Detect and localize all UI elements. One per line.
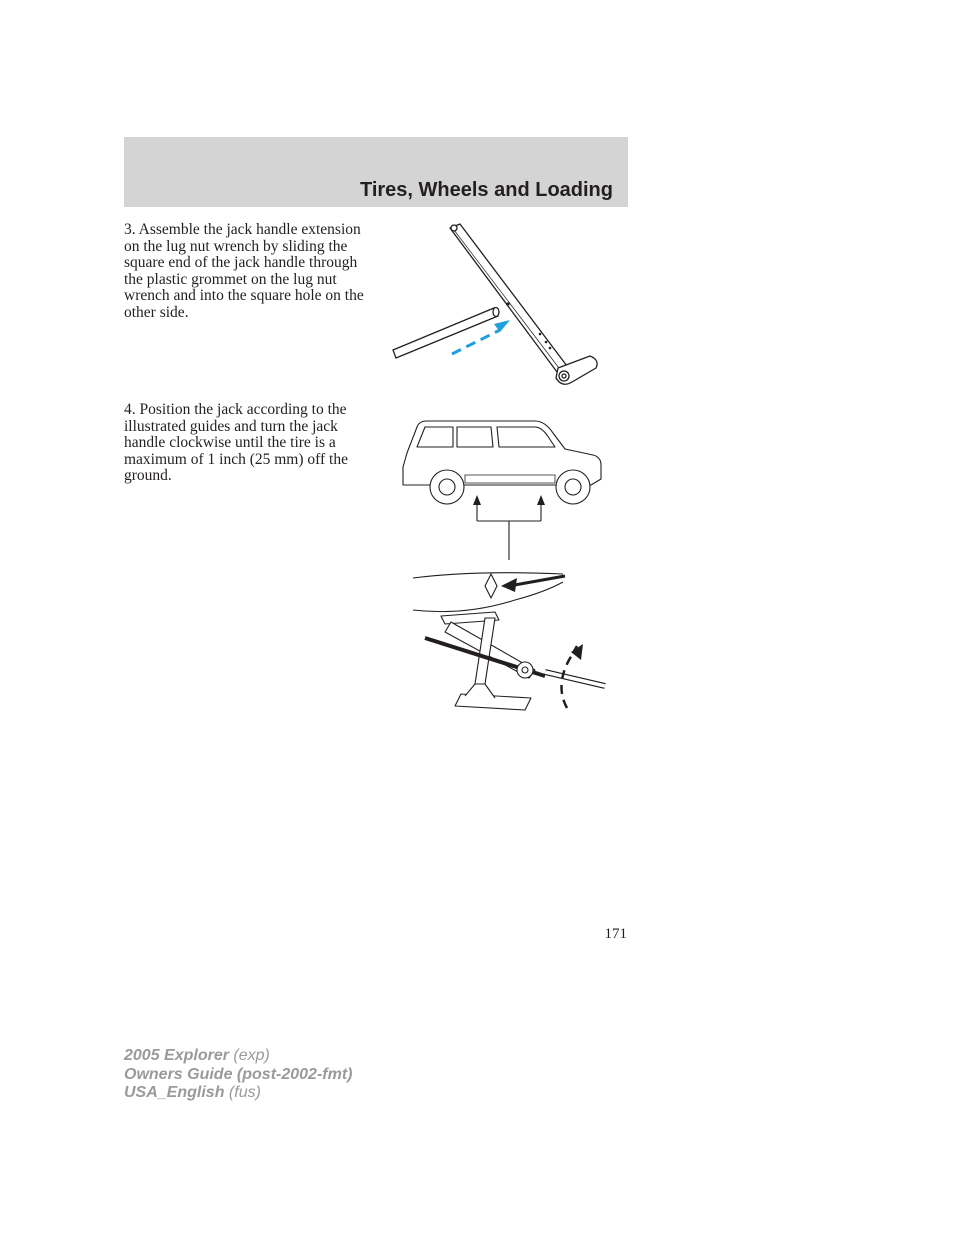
footer-guide: Owners Guide (post-2002-fmt) (124, 1065, 353, 1083)
jack-handle-illustration (390, 220, 610, 390)
footer-locale-code: (fus) (228, 1084, 261, 1101)
step-3-text: 3. Assemble the jack handle extension on the lug nut wrench by sliding the square end of the jack handle through the plastic grommet on the lug nut wrench and into the square hole on the other side. (124, 221, 364, 321)
scissor-jack-illustration (395, 520, 610, 720)
footer-model-code: (exp) (233, 1047, 270, 1064)
section-header-band (124, 137, 628, 207)
footer-line-3 (124, 1084, 352, 1103)
page-number: 171 (604, 926, 627, 942)
document-footer (124, 1047, 352, 1103)
section-title: Tires, Wheels and Loading (359, 179, 613, 201)
footer-line-2 (124, 1066, 352, 1085)
suv-jack-points-illustration (395, 413, 610, 525)
footer-locale: USA_English (124, 1084, 225, 1101)
footer-model: 2005 Explorer (124, 1047, 229, 1064)
footer-line-1 (124, 1047, 352, 1066)
step-4-text: 4. Position the jack according to the illustrated guides and turn the jack handle clockwise until the tire is a maximum of 1 inch (25 mm) off the ground. (124, 401, 348, 484)
